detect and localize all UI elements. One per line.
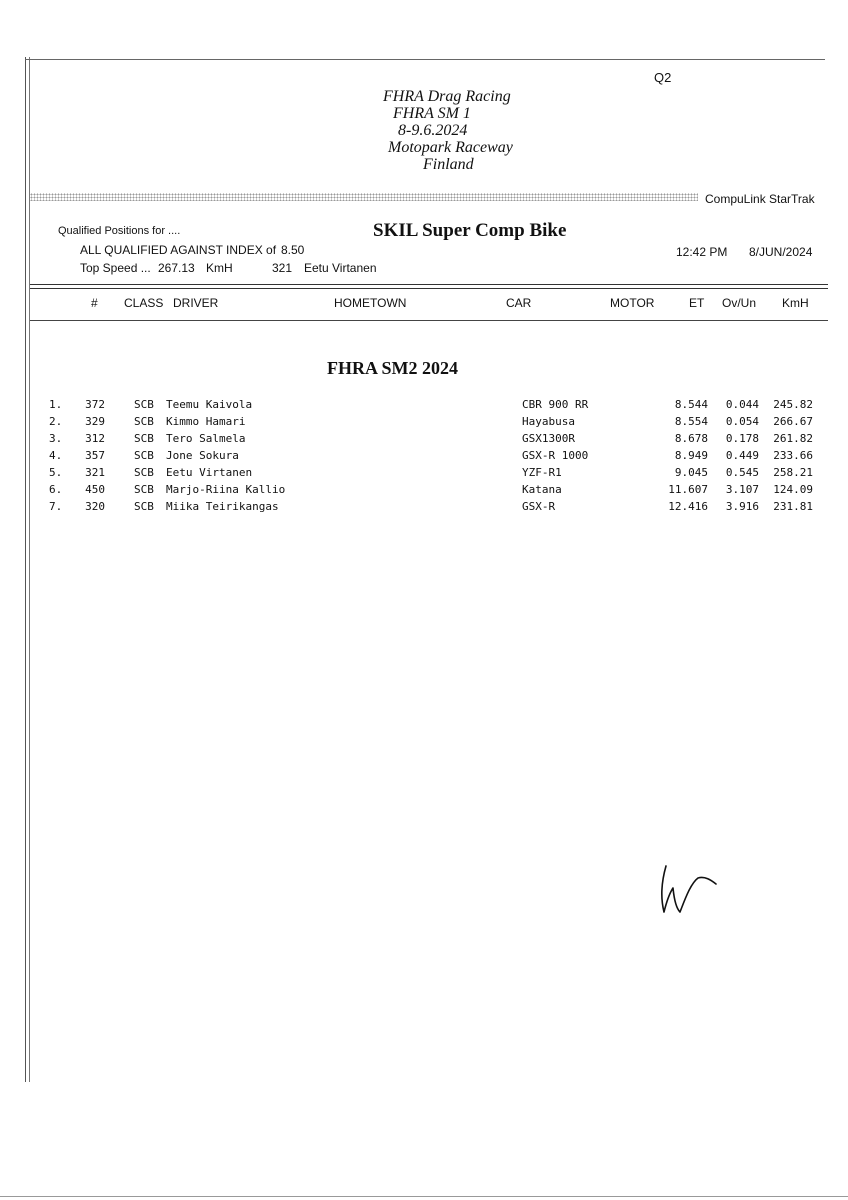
report-date: 8/JUN/2024	[749, 245, 813, 259]
row-driver: Eetu Virtanen	[166, 466, 253, 479]
row-driver: Marjo-Riina Kallio	[166, 483, 286, 496]
section-title: FHRA SM2 2024	[327, 358, 459, 378]
row-kmh: 231.81	[773, 500, 813, 513]
table-row	[0, 449, 848, 466]
table-row	[0, 415, 848, 432]
session-code: Q2	[654, 70, 672, 85]
row-et: 9.045	[674, 466, 708, 479]
left-margin-rule-inner	[29, 57, 30, 1082]
row-car: GSX1300R	[522, 432, 575, 445]
table-row	[0, 398, 848, 415]
row-driver: Tero Salmela	[166, 432, 246, 445]
row-ovun: 3.107	[725, 483, 759, 496]
col-header-car: CAR	[506, 296, 532, 310]
row-kmh: 245.82	[773, 398, 813, 411]
col-header-kmh: KmH	[782, 296, 809, 310]
row-number: 357	[85, 449, 105, 462]
event-line-2: FHRA SM 1	[393, 105, 471, 122]
row-driver: Teemu Kaivola	[166, 398, 253, 411]
row-car: Katana	[522, 483, 562, 496]
row-et: 8.678	[674, 432, 708, 445]
row-number: 329	[85, 415, 105, 428]
row-number: 372	[85, 398, 105, 411]
dotted-separator	[30, 193, 698, 201]
row-car: Hayabusa	[522, 415, 575, 428]
col-header-num: #	[91, 296, 98, 310]
top-speed-value: 267.13	[158, 261, 195, 275]
row-ovun: 0.054	[725, 415, 759, 428]
table-row	[0, 483, 848, 500]
row-ovun: 0.545	[725, 466, 759, 479]
row-kmh: 258.21	[773, 466, 813, 479]
col-header-hometown: HOMETOWN	[334, 296, 407, 310]
top-rule	[25, 59, 825, 60]
row-class: SCB	[134, 432, 154, 445]
row-position: 3.	[49, 432, 63, 445]
header-rule-top-2	[30, 288, 828, 289]
row-number: 321	[85, 466, 105, 479]
row-class: SCB	[134, 398, 154, 411]
row-number: 450	[85, 483, 105, 496]
qualified-label: Qualified Positions for ....	[58, 225, 181, 237]
row-car: YZF-R1	[522, 466, 562, 479]
row-position: 5.	[49, 466, 63, 479]
row-number: 320	[85, 500, 105, 513]
top-speed-number: 321	[272, 261, 293, 275]
col-header-driver: DRIVER	[173, 296, 219, 310]
row-ovun: 0.449	[725, 449, 759, 462]
row-car: CBR 900 RR	[522, 398, 589, 411]
report-time: 12:42 PM	[676, 245, 728, 259]
row-position: 4.	[49, 449, 63, 462]
class-title: SKIL Super Comp Bike	[373, 220, 567, 241]
row-kmh: 233.66	[773, 449, 813, 462]
left-margin-rule	[25, 57, 26, 1082]
row-driver: Jone Sokura	[166, 449, 239, 462]
row-class: SCB	[134, 500, 154, 513]
row-ovun: 0.178	[725, 432, 759, 445]
row-car: GSX-R 1000	[522, 449, 589, 462]
row-kmh: 124.09	[773, 483, 813, 496]
row-class: SCB	[134, 449, 154, 462]
col-header-ovun: Ov/Un	[722, 296, 757, 310]
top-speed-unit: KmH	[206, 261, 233, 275]
row-et: 8.554	[674, 415, 708, 428]
top-speed-label: Top Speed ...	[80, 261, 151, 275]
system-label: CompuLink StarTrak	[705, 192, 815, 206]
row-class: SCB	[134, 466, 154, 479]
event-venue: Motopark Raceway	[388, 139, 513, 156]
header-rule-top	[30, 284, 828, 285]
row-class: SCB	[134, 415, 154, 428]
header-rule-bottom	[30, 320, 828, 321]
event-country: Finland	[423, 156, 474, 173]
event-line-1: FHRA Drag Racing	[383, 88, 511, 105]
table-row	[0, 466, 848, 483]
row-et: 12.416	[668, 500, 708, 513]
row-et: 8.544	[674, 398, 708, 411]
row-position: 2.	[49, 415, 63, 428]
index-value: 8.50	[281, 243, 305, 257]
row-position: 6.	[49, 483, 63, 496]
signature	[650, 858, 725, 918]
row-et: 11.607	[668, 483, 708, 496]
col-header-class: CLASS	[124, 296, 164, 310]
row-position: 7.	[49, 500, 63, 513]
row-class: SCB	[134, 483, 154, 496]
event-date: 8-9.6.2024	[398, 122, 468, 139]
row-ovun: 0.044	[725, 398, 759, 411]
row-et: 8.949	[674, 449, 708, 462]
bottom-rule	[0, 1196, 848, 1197]
row-position: 1.	[49, 398, 63, 411]
table-row	[0, 432, 848, 449]
col-header-motor: MOTOR	[610, 296, 655, 310]
col-header-et: ET	[689, 296, 705, 310]
row-number: 312	[85, 432, 105, 445]
row-ovun: 3.916	[725, 500, 759, 513]
row-driver: Miika Teirikangas	[166, 500, 279, 513]
table-row	[0, 500, 848, 517]
index-label: ALL QUALIFIED AGAINST INDEX of	[80, 243, 277, 257]
row-kmh: 266.67	[773, 415, 813, 428]
row-kmh: 261.82	[773, 432, 813, 445]
top-speed-driver: Eetu Virtanen	[304, 261, 377, 275]
row-driver: Kimmo Hamari	[166, 415, 246, 428]
row-car: GSX-R	[522, 500, 556, 513]
